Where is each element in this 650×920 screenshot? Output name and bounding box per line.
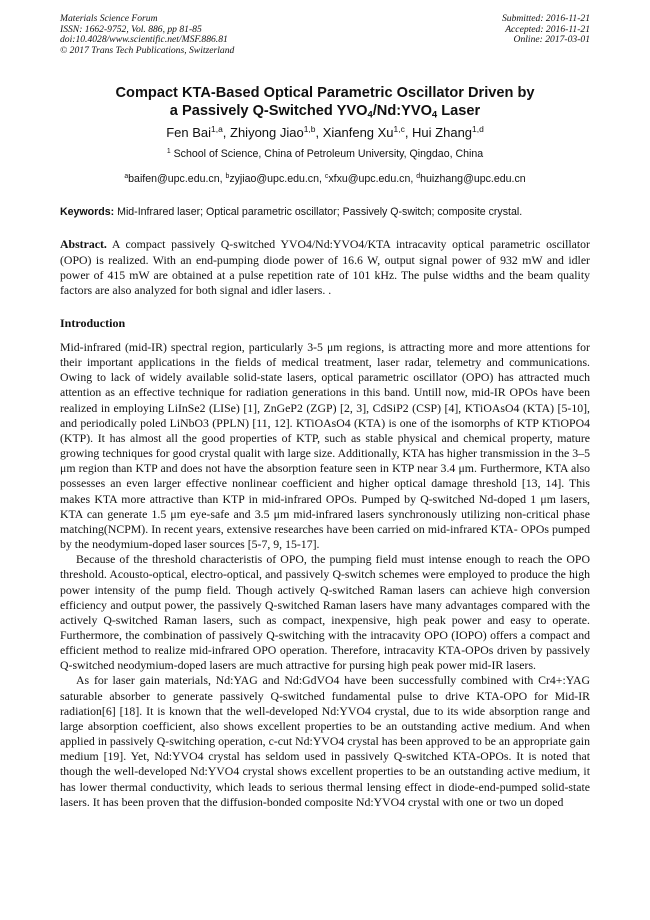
journal-header: [60, 14, 590, 56]
author-name: Zhiyong Jiao: [230, 125, 304, 141]
abstract: [60, 237, 590, 298]
paper-title: [60, 84, 590, 120]
author-list: Fen Bai$^{1,a}$, Zhiyong Jiao$^{1,b}$, Xianfeng Xu$^{1,c}$, Hui Zhang$^{1,d}$: [166, 124, 484, 141]
email-link[interactable]: huizhang@upc.edu.cn: [420, 173, 526, 186]
doi-line: doi:10.4028/www.scientific.net/MSF.886.81: [60, 34, 228, 46]
author-emails: $^a$baifen@upc.edu.cn, $^b$zyjiao@upc.edu.cn, $^c$xfxu@upc.edu.cn, $^d$huizhang@upc.edu.cn: [124, 173, 526, 186]
paragraph: Because of the threshold characteristis of OPO, the pumping field must intense enough to reach the OPO threshold. Acousto-optical, electro-optical, and passively Q-switch schemes were employed to produce the high power intensity of the pump field. Though actively Q-switched Raman lasers can achieve high conversion efficiency and output power, the passively Q-switched Raman lasers have many advantages compared with the actively Q-switched Raman lasers, such as compact, inexpensive, high peak power and easy to operate. Furthermore, the combination of passively Q-switching with the intracavity OPO (IOPO) offers a compact and efficient method to realize mid-infrared OPO operation. Therefore, intracavity KTA-OPOs driven by passively Q-switched neodymium-doped lasers are much attractive for pursing high peak power mid-IR lasers.: [60, 552, 590, 673]
copyright-line: © 2017 Trans Tech Publications, Switzerland: [60, 44, 235, 56]
abstract-label: Abstract.: [60, 237, 107, 252]
email-link[interactable]: zyjiao@upc.edu.cn: [229, 173, 319, 186]
submitted-date: Submitted: 2016-11-21: [501, 13, 590, 24]
email-link[interactable]: xfxu@upc.edu.cn: [328, 173, 411, 186]
author-name: Xianfeng Xu: [322, 125, 394, 141]
online-date: Online: 2017-03-01: [513, 34, 590, 46]
abstract-text: A compact passively Q-switched YVO4/Nd:YVO4/KTA intracavity optical parametric oscillator (OPO) is realized. With an end-pumping diode power of 16.6 W, output signal power of 932 mW and idler power of 415 mW are obtained at a pulse repetition rate of 101 kHz. The pulse widths and the beam quality factors are also analyzed for both signal and idler lasers. .: [60, 237, 590, 297]
title-line-2: a Passively Q-Switched $YVO_4/Nd:YVO_4$ Laser: [169, 103, 481, 121]
journal-info: [60, 14, 234, 56]
affiliation: $^1$ School of Science, China of Petroleum University, Qingdao, China: [166, 148, 484, 161]
issn-line: ISSN: 1662-9752, Vol. 886, pp 81-85: [60, 23, 202, 35]
author-name: Fen Bai: [166, 125, 212, 141]
author-name: Hui Zhang: [412, 125, 473, 141]
email-link[interactable]: baifen@upc.edu.cn: [128, 173, 220, 186]
journal-name: Materials Science Forum: [60, 13, 158, 24]
accepted-date: Accepted: 2016-11-21: [505, 23, 590, 35]
keywords: Keywords: Mid-Infrared laser; Optical parametric oscillator; Passively Q-switch; composite crystal.: [60, 206, 523, 219]
paragraph: As for laser gain materials, Nd:YAG and Nd:GdVO4 have been successfully combined with Cr4+:YAG saturable absorber to generate passively Q-switched fundamental pulse to drive KTA-OPO for Mid-IR radiation[6] [18]. It is known that the well-developed Nd:YVO4 crystal, due to its wide absorption range and large absorption coefficient, also shows excellent properties to be an outstanding active medium. And when applied in passively Q-switching operation, c-cut Nd:YVO4 crystal has been approved to be an appropriate gain medium [19]. Yet, Nd:YVO4 crystal has seldom used in passively Q-switched KTA-OPOs. It is noted that though the well-developed Nd:YVO4 crystal shows excellent properties to be an outstanding active medium, it has lower thermal conductivity, which leads to serious thermal lensing effect in diode-end-pumped solid-state lasers. It has been proven that the diffusion-bonded composite Nd:YVO4 crystal with one or two un doped: [60, 673, 590, 809]
title-line-1: Compact KTA-Based Optical Parametric Oscillator Driven by: [115, 85, 535, 102]
dates-info: [502, 14, 590, 56]
section-heading: Introduction: [60, 316, 126, 330]
paragraph: Mid-infrared (mid-IR) spectral region, particularly 3-5 μm regions, is attracting more and more attentions for their important applications in the fields of medical treatment, laser radar, telemetry and communications. Owing to lack of widely available solid-state lasers, optical parametric oscillator (OPO) has attracted much attention as an effective technique for radiation generations in this band. Untill now, mid-IR OPOs have been realized in employing LiInSe2 (LISe) [1], ZnGeP2 (ZGP) [2, 3], CdSiP2 (CSP) [4], KTiOAsO4 (KTA) [5-10], and periodically poled LiNbO3 (PPLN) [11, 12]. KTiOAsO4 (KTA) is one of the isomorphs of KTP KTiOPO4 (KTP). It has almost all the good properties of KTP, such as stable physical and chemical property, mature growing techniques for good crystal qualit with large size. Additionally, KTA has higher transmission in the 3–5 μm region than KTP and does not have the absorption feature seen in KTP near 3.4 μm. Furthermore, KTA also possesses an even larger effective nonlinear coefficient and higher optical damage threshold [13, 14]. This makes KTA more attractive than KTP in mid-infrared OPOs. Pumped by Q-switched Nd-doped 1 μm lasers, KTA can generate 1.5 μm eye-safe and 3.5 μm mid-infrared lasers synchronously utilizing non-critical phase matching(NCPM). In recent years, extensive researches have been carried on mid-infrared KTA- OPOs pumped by the neodymium-doped laser sources [5-7, 9, 15-17].: [60, 340, 590, 552]
intro-body: [60, 340, 590, 810]
